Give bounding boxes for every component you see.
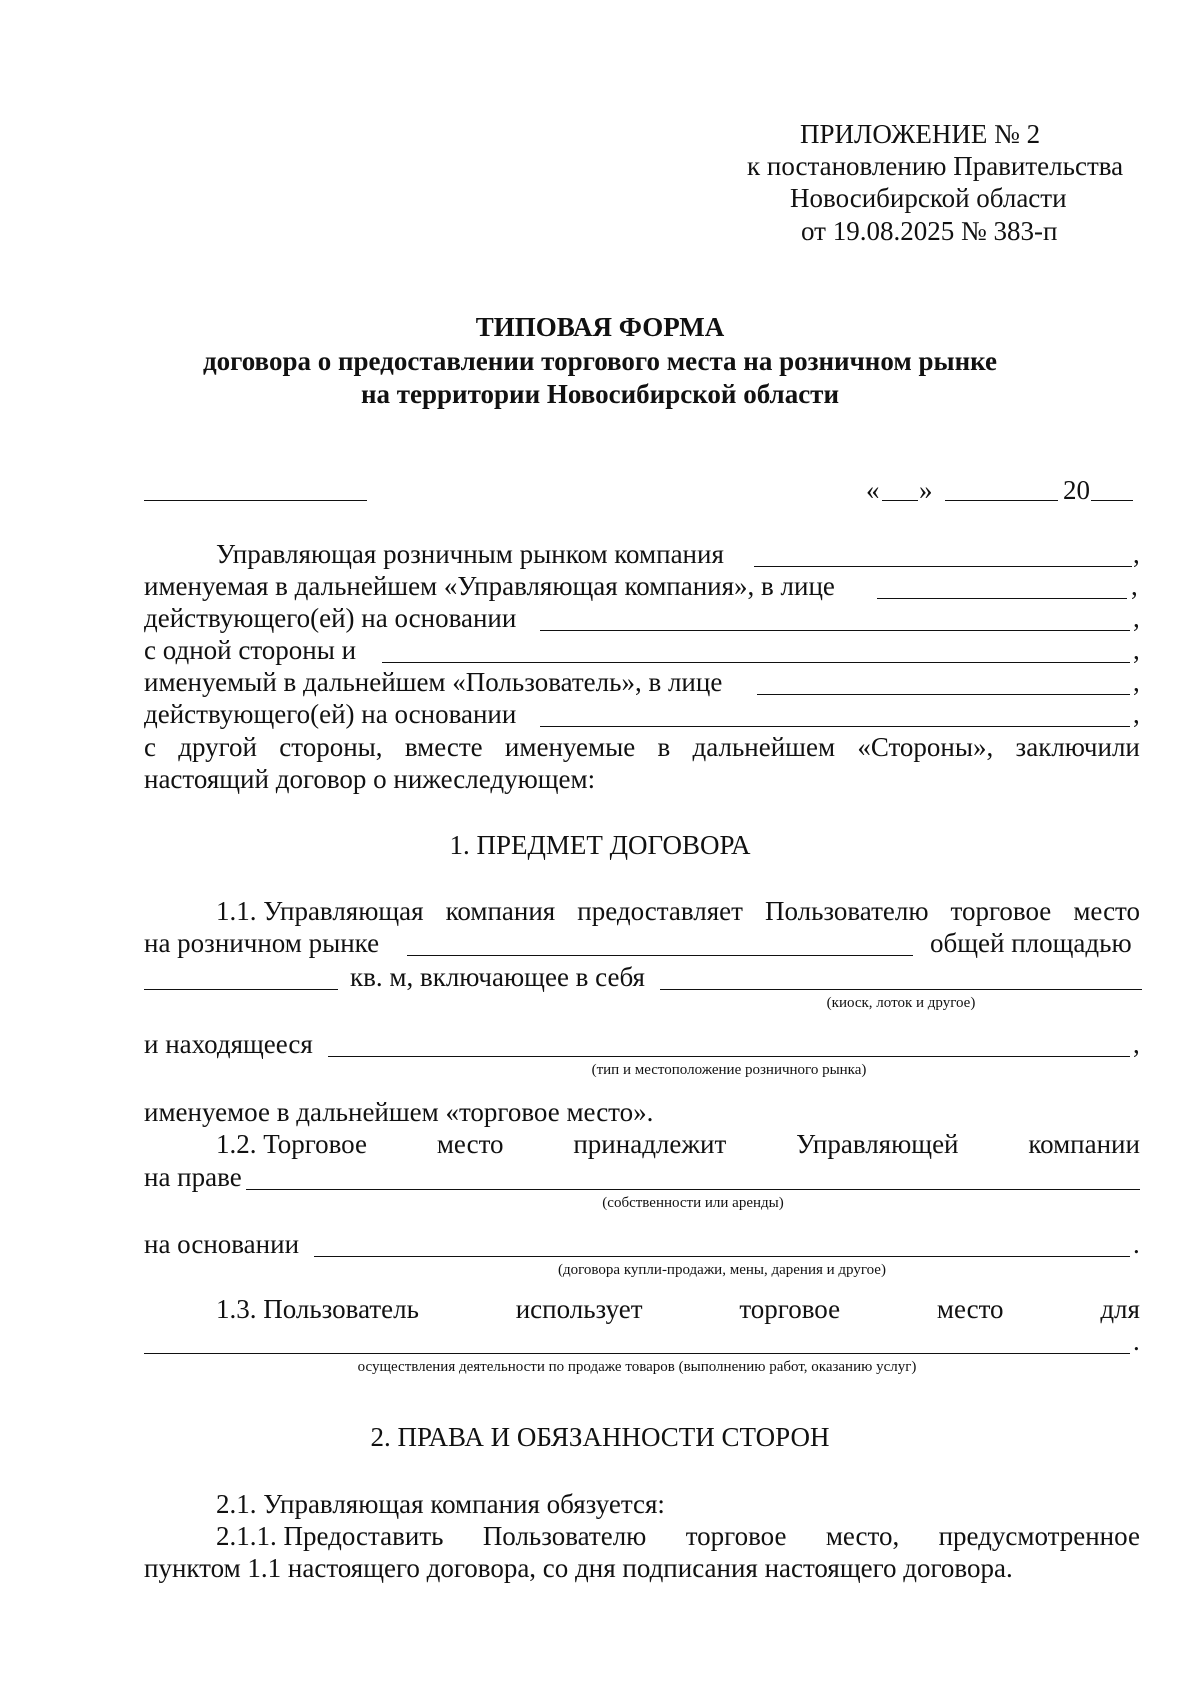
title-line-1: ТИПОВАЯ ФОРМА [475,312,725,342]
word: 1.3. Пользователь [216,1294,419,1324]
clause-2-1-1-line-1 [216,1520,1140,1552]
word: торговое [950,896,1052,926]
ownership-basis-caption: (договора купли-продажи, мены, дарения и другое) [558,1262,886,1278]
word: 2.1.1. Предоставить [216,1521,444,1551]
clause-1-1-line-1 [216,895,1140,927]
word: компании [1028,1129,1140,1159]
user-name-blank [382,662,1130,663]
user-basis-blank [540,726,1130,727]
market-name-blank [407,955,913,956]
word: другой [178,732,257,762]
preamble-line-5: именуемый в дальнейшем «Пользователь», в лице [144,667,723,697]
period: . [1133,1229,1140,1259]
year-prefix: 20 [1063,475,1090,505]
date-quote-open: « [866,475,880,505]
preamble-line-3: действующего(ей) на основании [144,603,517,633]
preamble-line-2: именуемая в дальнейшем «Управляющая компания», в лице [144,571,835,601]
clause-1-1-market-label: на розничном рынке [144,928,380,958]
word: компания [445,896,556,926]
clause-1-1-area-label: общей площадью [930,928,1132,958]
ownership-basis-blank [314,1256,1130,1257]
word: 1.1. Управляющая [216,896,424,926]
clause-1-2-line-1 [216,1128,1140,1160]
activity-purpose-blank [144,1353,1130,1354]
word: в [657,732,671,762]
word: торговое [739,1294,841,1324]
appendix-date-line: от 19.08.2025 № 383-п [801,216,1058,246]
preamble-line-8: настоящий договор о нижеследующем: [144,764,596,794]
word: заключили [1015,732,1140,762]
word: место, [825,1521,900,1551]
company-basis-blank [540,630,1130,631]
clause-1-2-basis-label: на основании [144,1229,300,1259]
clause-1-3-line-1 [216,1293,1140,1325]
word: предоставляет [577,896,743,926]
preamble-line-6: действующего(ей) на основании [144,699,517,729]
preamble-line-1: Управляющая розничным рынком компания [216,539,724,569]
clause-1-1-location-label: и находящееся [144,1029,313,1059]
clause-1-1-named-label: именуемое в дальнейшем «торговое место». [144,1097,654,1127]
word: торговое [685,1521,787,1551]
place-type-blank [660,989,1142,990]
word: с [144,732,156,762]
word: «Стороны», [857,732,994,762]
activity-purpose-caption: осуществления деятельности по продаже товаров (выполнению работ, оказанию услуг) [357,1359,917,1375]
section-1-heading: 1. ПРЕДМЕТ ДОГОВОРА [449,830,751,860]
word: Управляющей [796,1129,959,1159]
clause-1-2-right-label: на праве [144,1162,242,1192]
period: . [1133,1326,1140,1356]
comma: , [1133,539,1140,569]
appendix-ref-line: к постановлению Правительства [747,151,1124,181]
word: стороны, [279,732,383,762]
word: дальнейшем [692,732,836,762]
company-rep-blank [877,598,1127,599]
comma: , [1133,603,1140,633]
comma: , [1133,699,1140,729]
clause-2-1-1-line-2: пунктом 1.1 настоящего договора, со дня подписания настоящего договора. [144,1553,1013,1583]
day-blank [882,500,918,501]
ownership-type-caption: (собственности или аренды) [602,1195,784,1211]
section-2-heading: 2. ПРАВА И ОБЯЗАННОСТИ СТОРОН [370,1422,830,1452]
preamble-line-7 [144,731,1140,763]
clause-2-1: 2.1. Управляющая компания обязуется: [216,1489,665,1519]
comma: , [1133,635,1140,665]
title-line-3: на территории Новосибирской области [360,379,840,409]
title-line-2: договора о предоставлении торгового места на розничном рынке [202,346,998,376]
clause-1-1-includes-label: кв. м, включающее в себя [350,962,645,992]
word: предусмотренное [938,1521,1140,1551]
comma: , [1131,571,1138,601]
word: место [936,1294,1004,1324]
place-blank [144,500,367,501]
year-blank [1091,500,1133,501]
user-rep-blank [757,694,1130,695]
appendix-number: ПРИЛОЖЕНИЕ № 2 [800,119,1041,149]
word: для [1100,1294,1140,1324]
word: Пользователю [482,1521,647,1551]
month-blank [945,500,1058,501]
comma: , [1133,667,1140,697]
market-location-caption: (тип и местоположение розничного рынка) [591,1062,867,1078]
market-location-blank [328,1056,1130,1057]
word: место [1073,896,1140,926]
area-blank [144,989,338,990]
word: 1.2. Торговое [216,1129,367,1159]
place-type-caption: (киоск, лоток и другое) [826,995,976,1011]
word: именуемые [504,732,636,762]
date-quote-close: » [919,475,933,505]
word: вместе [404,732,483,762]
word: принадлежит [573,1129,727,1159]
word: Пользователю [764,896,929,926]
company-name-blank [754,566,1132,567]
ownership-type-blank [246,1189,1140,1190]
comma: , [1133,1029,1140,1059]
word: место [436,1129,504,1159]
word: использует [515,1294,643,1324]
appendix-region-line: Новосибирской области [790,183,1067,213]
preamble-line-4: с одной стороны и [144,635,357,665]
